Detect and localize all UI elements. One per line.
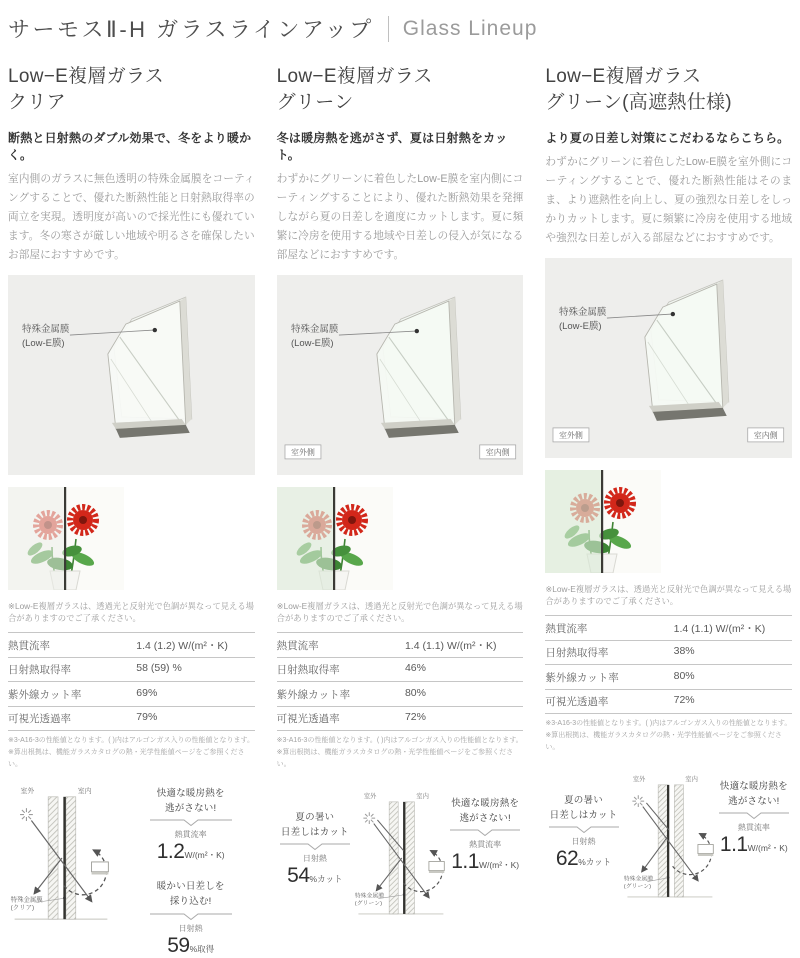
spec-row-uv-cut: 紫外線カット率 80% — [545, 665, 792, 690]
spec-table — [545, 615, 792, 714]
product-description: 室内側のガラスに無色透明の特殊金属膜をコーティングすることで、優れた断熱性能と日射熱取得率の両立を実現。透明度が高いので採光性にも優れています。冬の寒さが厳しい地域や明るさを確保したいお部屋におすすめです。 — [8, 173, 255, 261]
column-green-high-shield — [545, 48, 792, 958]
table-notes: ※3-A16-3の性能値となります。( )内はアルゴンガス入りの性能値となります。 ※算出根拠は、機能ガラスカタログの熱・光学性能値ページをご参照ください。 — [545, 720, 792, 752]
performance-diagram — [545, 766, 792, 914]
svg-text:(Low-E膜): (Low-E膜) — [559, 320, 602, 332]
film-label: 特殊金属膜 — [290, 323, 339, 335]
product-title-line2: クリア — [8, 92, 66, 114]
indoor-badge: 室内側 — [485, 447, 510, 457]
spec-row-solar-gain: 日射熱取得率 46% — [277, 658, 524, 683]
glass-diagram-box — [8, 275, 255, 475]
flower-photo — [545, 470, 661, 573]
glass-tint-overlay — [8, 487, 65, 590]
cross-section-diagram — [622, 766, 716, 914]
svg-text:室内: 室内 — [416, 793, 429, 801]
product-description: わずかにグリーンに着色したLow-E膜を室外側にコーティングすることで、優れた断熱性能はそのまま、より遮熱性を向上し、夏の強烈な日差しをしっかりカットします。夏に頻繁に冷房を使用する地域や強烈な日差しが入る部屋などにおすすめです。 — [545, 156, 793, 244]
brace-icon — [149, 818, 233, 827]
film-dot — [153, 327, 157, 331]
spec-row-u-value: 熱貫流率 1.4 (1.2) W/(m²・K) — [8, 633, 255, 658]
glass-pane-illustration — [545, 258, 792, 458]
sunlight-arrow — [374, 824, 429, 898]
product-title-line1: Low−E複層ガラス — [8, 66, 165, 87]
glass-pane-illustration — [277, 275, 524, 475]
glass-diagram-box — [545, 258, 792, 458]
callout-insulation: 快適な暖房熱を 逃がさない! 熱貫流率 1.1W/(m²・K) — [447, 797, 523, 874]
product-lead: 断熱と日射熱のダブル効果で、冬をより暖かく。 — [8, 131, 252, 163]
outdoor-label: 室外 — [20, 787, 35, 795]
product-lead: より夏の日差し対策にこだわるならこちら。 — [545, 131, 790, 146]
callout-insulation: 快適な暖房熱を 逃がさない! 熱貫流率 1.1W/(m²・K) — [716, 780, 792, 857]
glass-columns — [0, 48, 800, 958]
product-title — [8, 64, 255, 116]
svg-text:室外: 室外 — [632, 776, 646, 784]
photo-note: ※Low-E複層ガラスは、透過光と反射光で色調が異なって見える場合がありますのでご了承ください。 — [545, 583, 792, 607]
glass-tint-overlay — [277, 487, 334, 590]
svg-text:(グリーン): (グリーン) — [623, 883, 651, 890]
sunlight-arrow — [31, 820, 91, 901]
column-green — [277, 48, 524, 958]
film-dot — [414, 328, 418, 332]
product-lead: 冬は暖房熱を逃がさず、夏は日射熱をカット。 — [276, 131, 508, 163]
glass-pane-illustration — [8, 275, 255, 475]
brace-icon — [279, 842, 351, 851]
sun-icon — [363, 812, 375, 824]
page-header — [0, 0, 800, 48]
spec-row-u-value: 熱貫流率 1.4 (1.1) W/(m²・K) — [277, 633, 524, 658]
sun-icon — [20, 808, 33, 821]
glass-edge-line — [64, 487, 66, 590]
product-title: Low−E複層ガラス グリーン(高遮熱仕様) — [545, 66, 732, 114]
sunlight-arrow — [642, 807, 697, 881]
low-e-film-line — [403, 802, 405, 914]
svg-text:室内: 室内 — [684, 776, 698, 784]
page-title-jp: サーモスⅡ-H ガラスラインアップ — [8, 17, 374, 42]
brace-icon — [718, 811, 790, 820]
spec-table — [277, 632, 524, 731]
spec-row-visible: 可視光透過率 79% — [8, 707, 255, 732]
page-title-en: Glass Lineup — [402, 16, 538, 40]
film-bottom-label: 特殊金属膜 — [10, 896, 43, 904]
glass-diagram-box — [277, 275, 524, 475]
outdoor-badge: 室外側 — [290, 447, 315, 457]
cross-section-diagram — [8, 783, 112, 931]
sun-icon — [632, 795, 644, 807]
performance-diagram — [8, 783, 255, 958]
spec-table — [8, 632, 255, 731]
film-dot — [671, 311, 675, 315]
table-notes: ※3-A16-3の性能値となります。( )内はアルゴンガス入りの性能値となります。 ※算出根拠は、機能ガラスカタログの熱・光学性能値ページをご参照ください。 — [276, 737, 523, 769]
callout-solar-cut: 夏の暑い 日差しはカット 日射熱 54%カット — [277, 811, 353, 888]
spec-row-solar-gain: 日射熱取得率 38% — [545, 641, 792, 666]
heater-icon — [92, 862, 109, 872]
heater-icon — [698, 844, 713, 853]
spec-row-visible: 可視光透過率 72% — [545, 690, 792, 715]
product-description: わずかにグリーンに着色したLow-E膜を室内側にコーティングすることにより、優れた断熱効果を発揮しながら夏の日差しを適度にカットします。夏に頻繁に冷房を使用する地域や日差しの侵入が気になる部屋などにおすすめです。 — [276, 173, 524, 261]
callout-insulation: 快適な暖房熱を 逃がさない! 熱貫流率 1.2W/(m²・K) — [127, 787, 255, 864]
flower-photo — [8, 487, 124, 590]
cross-section-diagram — [353, 783, 447, 931]
photo-note: ※Low-E複層ガラスは、透過光と反射光で色調が異なって見える場合がありますのでご了承ください。 — [276, 600, 523, 624]
callout-stack — [127, 787, 255, 958]
glass-edge-line — [601, 470, 603, 573]
flower-photo — [277, 487, 393, 590]
photo-note: ※Low-E複層ガラスは、透過光と反射光で色調が異なって見える場合がありますのでご了承ください。 — [8, 600, 254, 624]
spec-row-uv-cut: 紫外線カット率 80% — [277, 682, 524, 707]
indoor-badge: 室内側 — [754, 430, 779, 440]
performance-diagram — [277, 783, 524, 931]
film-label: 特殊金属膜 — [559, 306, 607, 318]
svg-text:(グリーン): (グリーン) — [354, 900, 383, 907]
column-clear — [8, 48, 255, 958]
svg-text:(クリア): (クリア) — [10, 904, 35, 912]
spec-row-u-value: 熱貫流率 1.4 (1.1) W/(m²・K) — [545, 616, 792, 641]
spec-row-uv-cut: 紫外線カット率 69% — [8, 682, 255, 707]
brace-icon — [449, 828, 521, 837]
glass-tint-overlay — [545, 470, 602, 573]
callout-solar-cut: 夏の暑い 日差しはカット 日射熱 62%カット — [545, 794, 621, 871]
svg-text:特殊金属膜: 特殊金属膜 — [623, 876, 653, 883]
title-divider — [388, 16, 389, 42]
low-e-film-line — [63, 797, 65, 919]
svg-text:室外: 室外 — [363, 793, 377, 801]
callout-solar-gain: 暖かい日差しを 採り込む! 日射熱 59%取得 — [127, 880, 255, 957]
glass-edge-line — [333, 487, 335, 590]
svg-text:特殊金属膜: 特殊金属膜 — [354, 893, 385, 900]
outdoor-badge: 室外側 — [559, 430, 584, 440]
svg-text:(Low-E膜): (Low-E膜) — [290, 337, 334, 349]
brace-icon — [149, 912, 233, 921]
spec-row-solar-gain: 日射熱取得率 58 (59) % — [8, 658, 255, 683]
indoor-label: 室内 — [77, 787, 92, 795]
heater-icon — [429, 861, 444, 870]
svg-text:(Low-E膜): (Low-E膜) — [21, 337, 65, 349]
table-notes: ※3-A16-3の性能値となります。( )内はアルゴンガス入りの性能値となります。 ※算出根拠は、機能ガラスカタログの熱・光学性能値ページをご参照ください。 — [8, 737, 254, 769]
product-title: Low−E複層ガラス グリーン — [276, 66, 433, 114]
brace-icon — [548, 825, 620, 834]
spec-row-visible: 可視光透過率 72% — [277, 707, 524, 732]
film-label: 特殊金属膜 — [21, 323, 70, 335]
